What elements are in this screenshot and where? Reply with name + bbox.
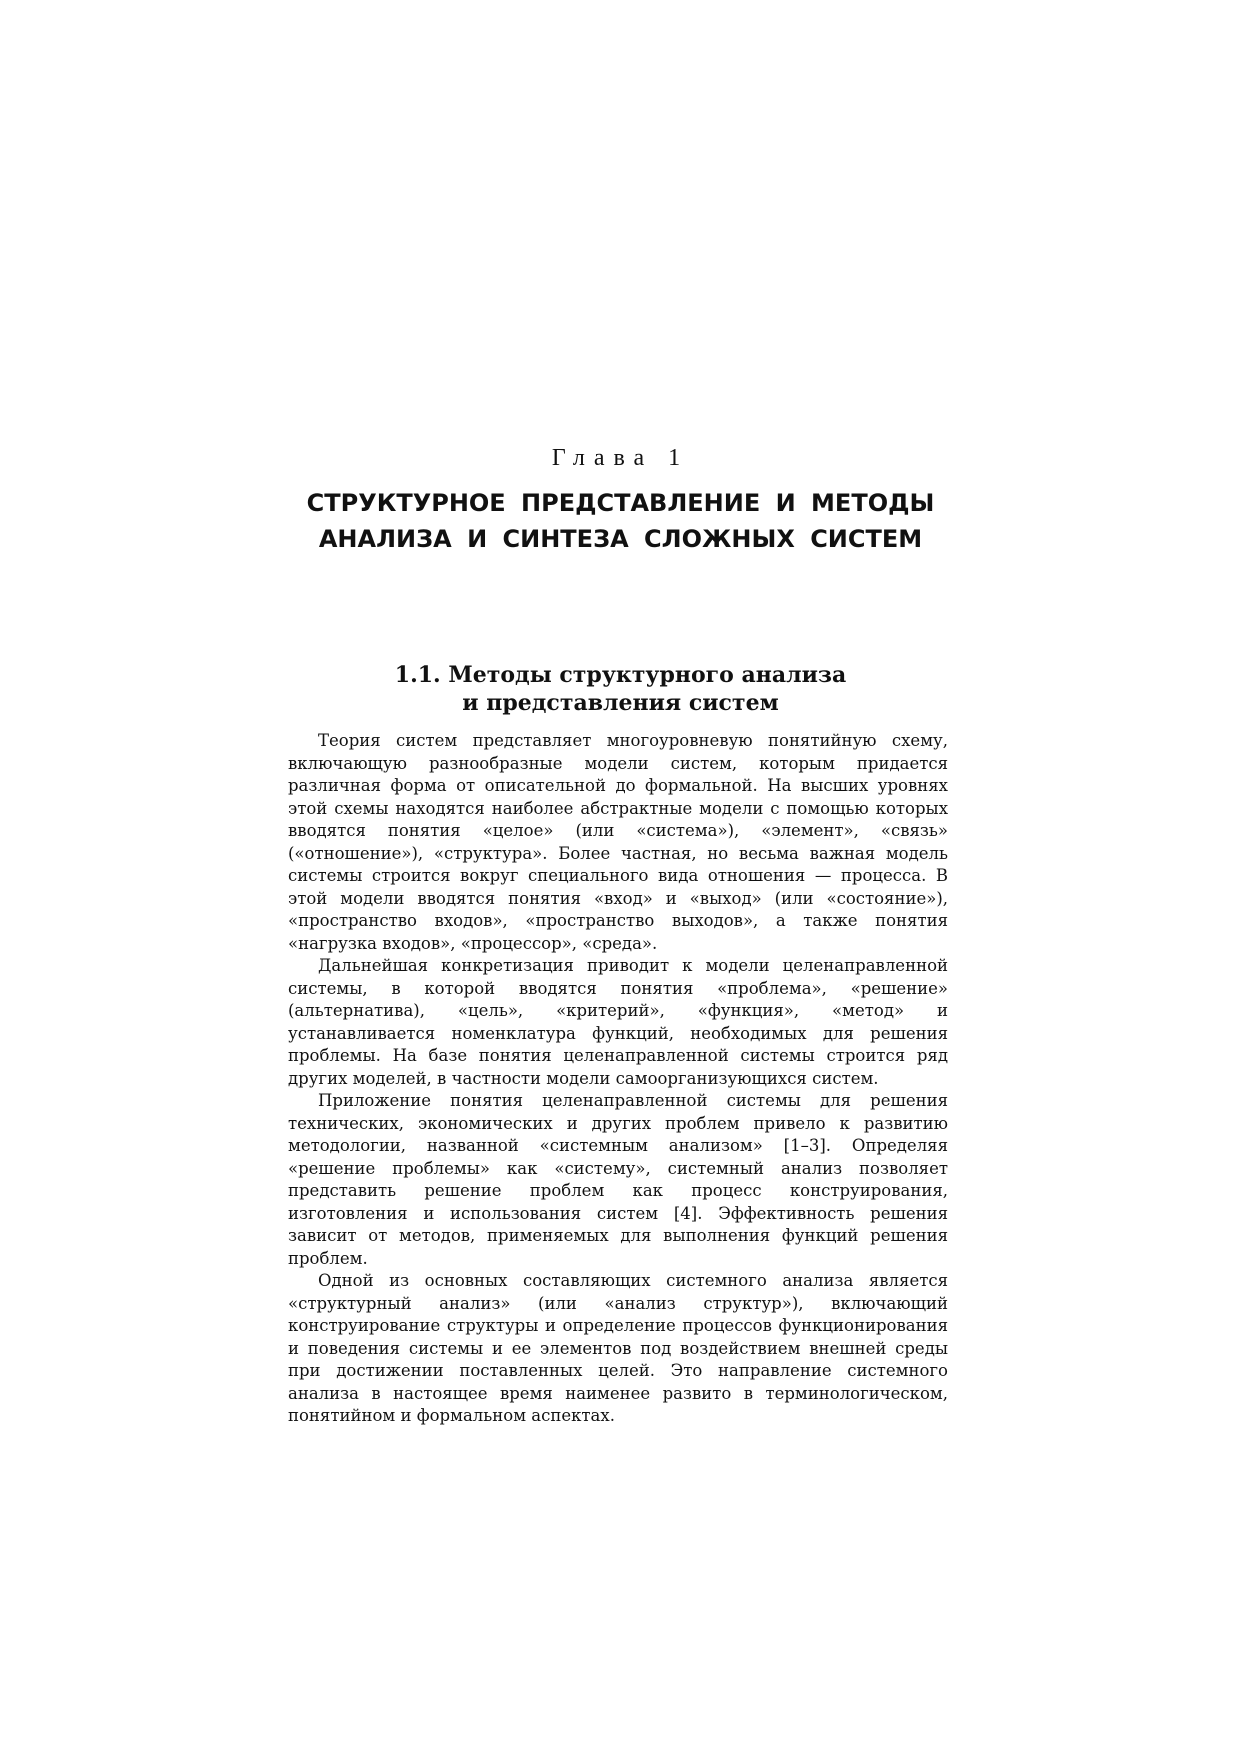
paragraph-4: Одной из основных составляющих системного анализа является «структурный анализ» (или «анализ структур»), включающий конструирование структуры и определение процессов функционирования и поведения системы и ее элементов под воздействием внешней среды при достижении поставленных целей. Это направление системного анализа в настоящее время наименее развито в терминологическом, понятийном и формальном аспектах. bbox=[288, 1271, 948, 1425]
paragraph-3: Приложение понятия целенаправленной системы для решения технических, экономических и других проблем привело к развитию методологии, названной «системным анализом» [1–3]. Определяя «решение проблемы» как «систему», системный анализ позволяет представить решение проблем как процесс конструирования, изготовления и использования систем [4]. Эффективность решения зависит от методов, применяемых для выполнения функций решения проблем. bbox=[288, 1091, 948, 1268]
section-title-line-2: и представления систем bbox=[462, 690, 779, 716]
chapter-title-line-1: СТРУКТУРНОЕ ПРЕДСТАВЛЕНИЕ И МЕТОДЫ bbox=[306, 489, 935, 517]
chapter-label: Глава 1 bbox=[551, 445, 690, 471]
section-number: 1.1. bbox=[394, 662, 441, 688]
chapter-title-line-2: АНАЛИЗА И СИНТЕЗА СЛОЖНЫХ СИСТЕМ bbox=[318, 525, 923, 553]
section-title bbox=[0, 661, 1241, 717]
body-text bbox=[288, 730, 948, 1428]
paragraph-2: Дальнейшая конкретизация приводит к модели целенаправленной системы, в которой вводятся понятия «проблема», «решение» (альтернатива), «цель», «критерий», «функция», «метод» и устанавливается номенклатура функций, необходимых для решения проблемы. На базе понятия целенаправленной системы строится ряд других моделей, в частности модели самоорганизующихся систем. bbox=[288, 956, 948, 1088]
paragraph-1: Теория систем представляет многоуровневую понятийную схему, включающую разнообразные модели систем, которым придается различная форма от описательной до формальной. На высших уровнях этой схемы находятся наиболее абстрактные модели с помощью которых вводятся понятия «целое» (или «система»), «элемент», «связь» («отношение»), «структура». Более частная, но весьма важная модель системы строится вокруг специального вида отношения — процесса. В этой модели вводятся понятия «вход» и «выход» (или «состояние»), «пространство входов», «пространство выходов», а также понятия «нагрузка входов», «процессор», «среда». bbox=[288, 731, 948, 953]
chapter-title bbox=[0, 485, 1241, 557]
section-title-line-1: Методы структурного анализа bbox=[448, 662, 847, 688]
